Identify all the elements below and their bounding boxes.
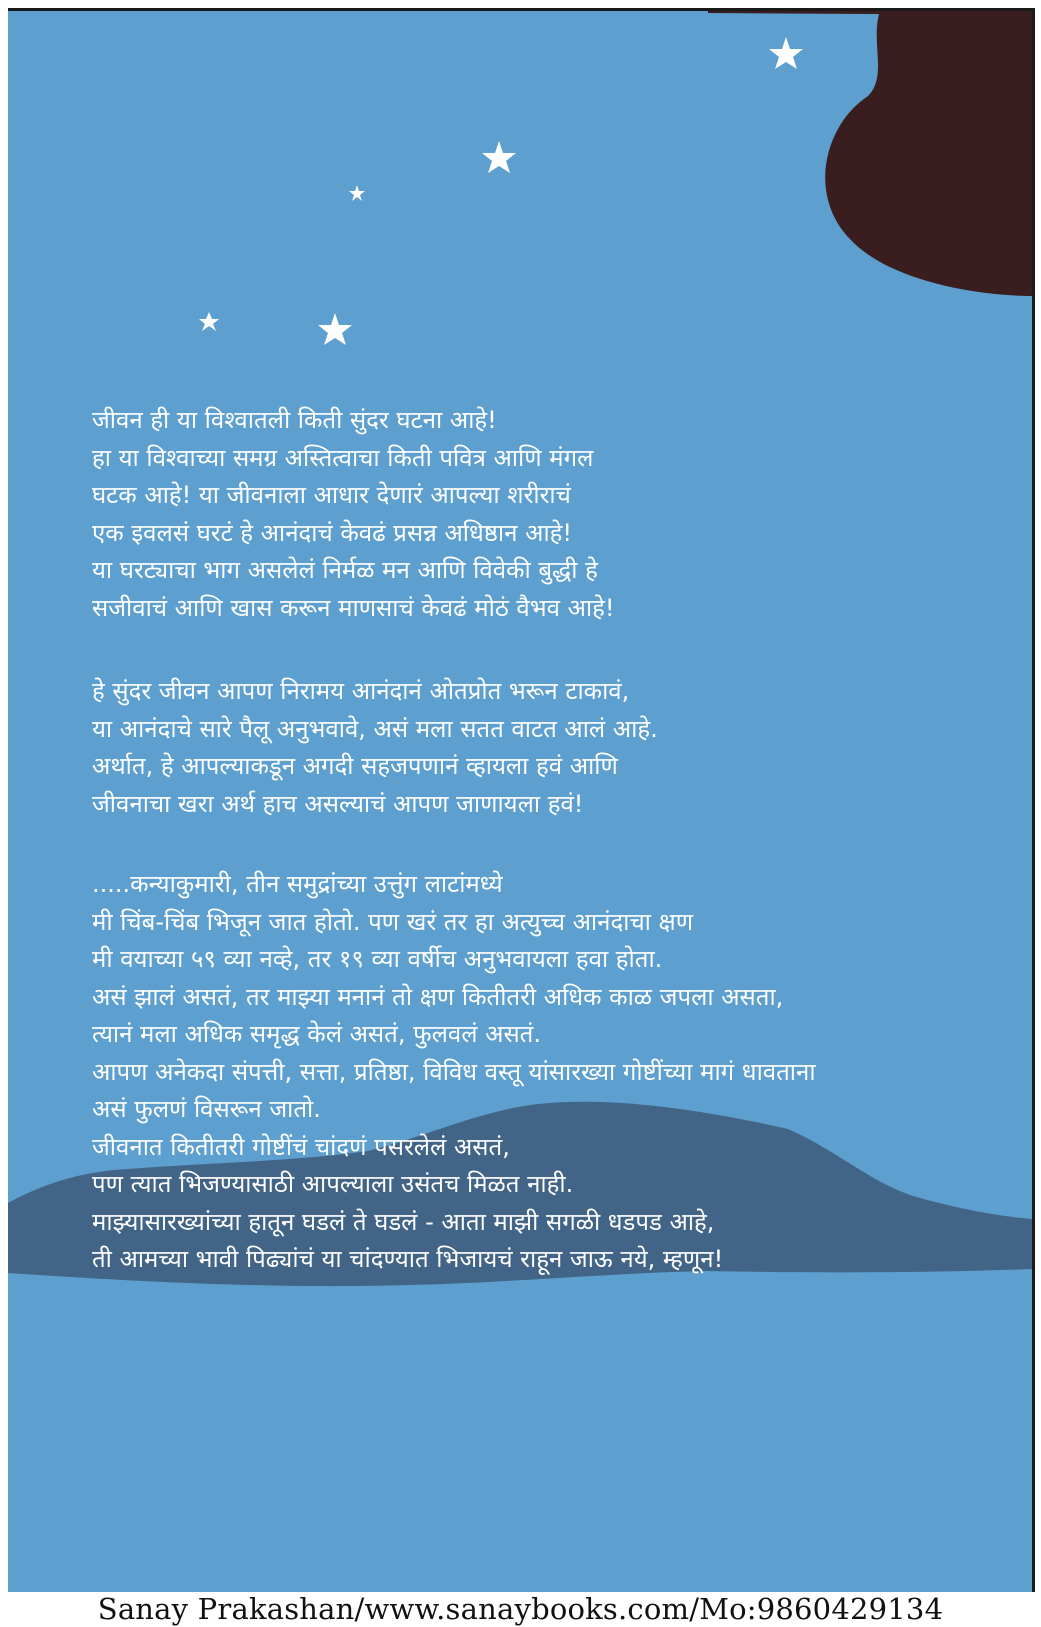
paragraph-1 [92,402,615,627]
text-line: या आनंदाचे सारे पैलू अनुभवावे, असं मला सतत वाटत आलं आहे. [92,714,658,743]
star-icon [482,141,516,173]
back-cover [8,8,1035,1595]
star-icon [349,185,365,201]
text-line: एक इवलसं घरटं हे आनंदाचं केवढं प्रसन्न अधिष्ठान आहे! [92,518,572,547]
text-line: घटक आहे! या जीवनाला आधार देणारं आपल्या शरीराचं [92,481,571,509]
text-line: अर्थात, हे आपल्याकडून अगदी सहजपणानं व्हायला हवं आणि [92,752,618,780]
text-line: हा या विश्वाच्या समग्र अस्तित्वाचा किती पवित्र आणि मंगल [92,443,594,472]
text-line: माझ्यासारख्यांच्या हातून घडलं ते घडलं - आता माझी सगळी धडपड आहे, [92,1207,715,1236]
publisher-info: Sanay Prakashan/www.sanaybooks.com/Mo:9860429134 [97,1592,944,1626]
text-line: जीवनाचा खरा अर्थ हाच असल्याचं आपण जाणायला हवं! [92,789,584,818]
publisher-footer [0,1592,1041,1627]
star-icon [769,37,803,69]
text-line: पण त्यात भिजण्यासाठी आपल्याला उसंतच मिळत नाही. [92,1170,574,1198]
cloud-shape [825,11,1032,296]
text-line: या घरट्याचा भाग असलेलं निर्मळ मन आणि विवेकी बुद्धी हे [92,556,598,584]
text-line: मी चिंब-चिंब भिजून जात होतो. पण खरं तर हा अत्युच्च आनंदाचा क्षण [92,907,694,936]
paragraph-2 [92,673,658,823]
text-line: मी वयाच्या ५९ व्या नव्हे, तर १९ व्या वर्षीच अनुभवायला हवा होता. [92,945,663,973]
paragraph-3 [92,866,816,1279]
text-line: आपण अनेकदा संपत्ती, सत्ता, प्रतिष्ठा, विविध वस्तू यांसारख्या गोष्टींच्या मागं धावताना [92,1057,816,1086]
star-icon [199,312,219,331]
text-line: असं झालं असतं, तर माझ्या मनानं तो क्षण कितीतरी अधिक काळ जपला असता, [92,982,784,1011]
text-line: .....कन्याकुमारी, तीन समुद्रांच्या उत्तुंग लाटांमध्ये [92,870,503,898]
text-line: हे सुंदर जीवन आपण निरामय आनंदानं ओतप्रोत भरून टाकावं, [92,677,630,705]
text-line: जीवन ही या विश्वातली किती सुंदर घटना आहे! [92,406,497,434]
text-line: ती आमच्या भावी पिढ्यांचं या चांदण्यात भिजायचं राहून जाऊ नये, म्हणून! [92,1245,724,1273]
text-line: सजीवाचं आणि खास करून माणसाचं केवढं मोठं वैभव आहे! [92,593,615,622]
star-icon [318,313,352,345]
text-line: असं फुलणं विसरून जातो. [92,1095,321,1123]
cloud-top-edge [708,11,1032,15]
text-line: त्यानं मला अधिक समृद्ध केलं असतं, फुलवलं असतं. [92,1020,541,1048]
text-line: जीवनात कितीतरी गोष्टींचं चांदणं पसरलेलं असतं, [92,1132,510,1161]
